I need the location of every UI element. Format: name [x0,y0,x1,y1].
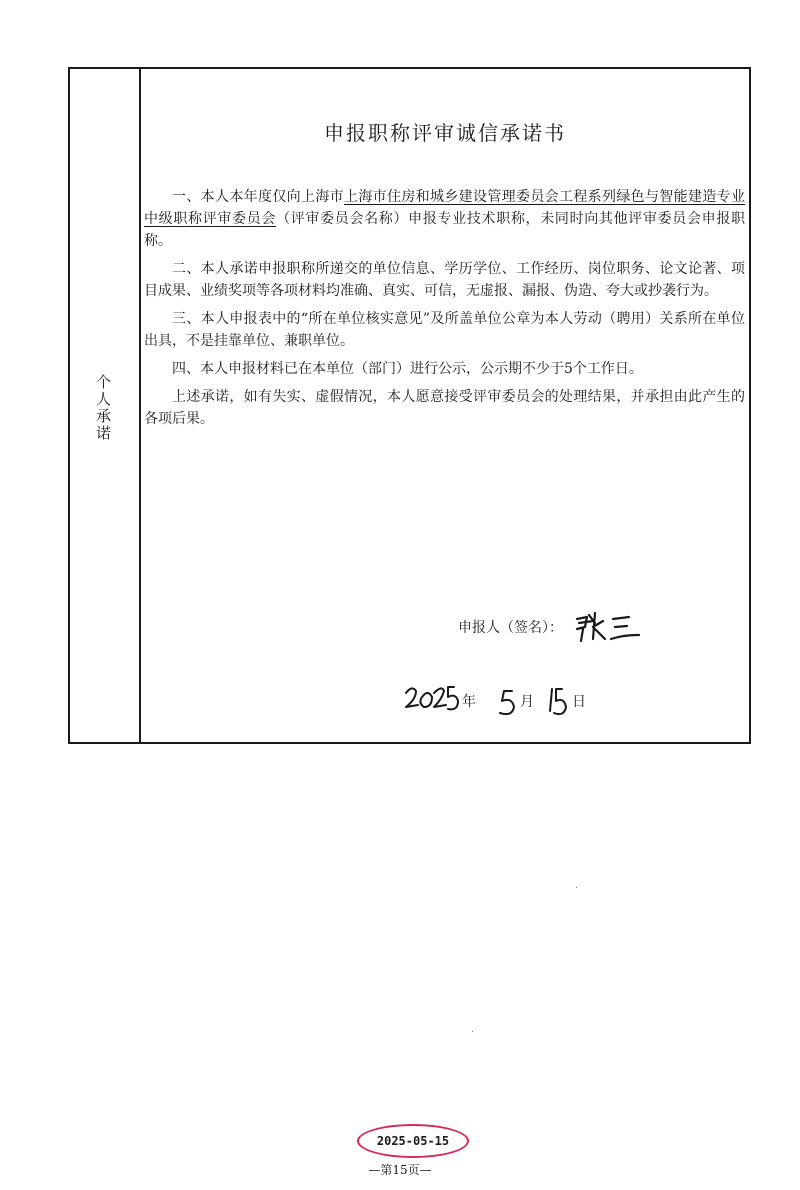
page-number: —第15页— [368,1163,432,1177]
side-label-char: 承 [95,407,111,425]
commitment-form-frame [68,67,751,744]
scan-speck [472,1031,473,1032]
paragraph-4: 四、本人申报材料已在本单位（部门）进行公示，公示期不少于5个工作日。 [172,361,643,377]
left-label-column [70,69,141,742]
date-stamp: 2025-05-15 [357,1124,469,1158]
paragraph-5: 上述承诺，如有失实、虚假情况，本人愿意接受评审委员会的处理结果，并承担由此产生的各项后果。 [144,389,745,427]
signature-row [458,609,653,645]
side-label-char: 人 [95,390,111,408]
paragraph-2: 二、本人承诺申报职称所递交的单位信息、学历学位、工作经历、岗位职务、论文论著、项目成果、业绩奖项等各项材料均准确、真实、可信，无虚报、漏报、伪造、夸大或抄袭行为。 [144,261,745,299]
year-unit: 年 [462,694,476,710]
committee-name-filled: 上海市住房和城乡建设管理委员会工程系列绿色与智能建造专业中级职称评审委员会 [144,189,745,227]
document-title: 申报职称评审诚信承诺书 [324,121,566,145]
month-unit: 月 [520,694,534,710]
day-unit: 日 [572,694,586,710]
signature-label: 申报人（签名）： [458,620,563,636]
paragraph-3: 三、本人申报表中的“所在单位核实意见”及所盖单位公章为本人劳动（聘用）关系所在单位出具，不是挂靠单位、兼职单位。 [144,311,745,349]
handwritten-signature [573,609,653,645]
paragraph-1 [144,186,745,252]
handwritten-date-row [404,679,644,719]
scan-speck [576,887,577,888]
paragraph-1-lead: 一、本人本年度仅向上海市 [172,189,344,205]
form-content [141,69,749,742]
side-label-char: 诺 [95,424,111,442]
side-label-personal-commitment [70,374,137,442]
side-label-char: 个 [95,373,111,391]
paragraph-1-tail: （评审委员会名称）申报专业技术职称，未同时向其他评审委员会申报职称。 [144,211,746,249]
commitment-paragraphs [144,186,745,436]
